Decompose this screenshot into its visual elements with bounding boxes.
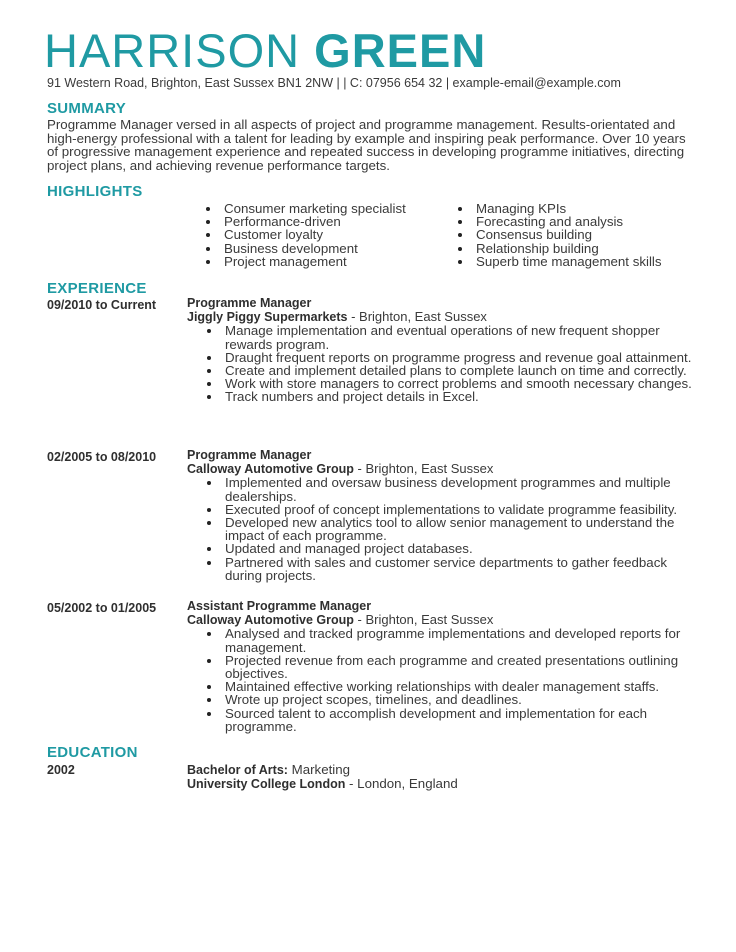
job-company-line bbox=[187, 310, 707, 324]
list-item: Track numbers and project details in Excel. bbox=[204, 390, 707, 403]
list-item: Superb time management skills bbox=[455, 255, 695, 268]
highlights-list-left bbox=[203, 202, 433, 268]
job-company-line bbox=[187, 613, 707, 627]
list-item: Performance-driven bbox=[203, 215, 433, 228]
list-item: Developed new analytics tool to allow senior management to understand the impact of each programme. bbox=[204, 516, 707, 542]
list-item: Customer loyalty bbox=[203, 228, 433, 241]
summary-text: Programme Manager versed in all aspects of project and programme management. Results-orientated and high-energy professional with a talent for leading by example and inspiring peak performance. Over 10 years of progressive management experience and repeated success in developing programme initiatives, directing project plans, and achieving revenue performance targets. bbox=[47, 117, 686, 173]
job-location: - Brighton, East Sussex bbox=[353, 612, 494, 628]
education-heading: EDUCATION bbox=[47, 744, 138, 761]
list-item: Analysed and tracked programme implementations and developed reports for management. bbox=[204, 627, 707, 653]
list-item: Consensus building bbox=[455, 228, 695, 241]
job-company: Calloway Automotive Group bbox=[187, 613, 354, 628]
education-year: 2002 bbox=[47, 763, 75, 777]
job-entry bbox=[187, 449, 707, 582]
job-entry bbox=[187, 297, 707, 404]
list-item: Business development bbox=[203, 242, 433, 255]
job-dates: 05/2002 to 01/2005 bbox=[47, 601, 157, 615]
list-item: Create and implement detailed plans to complete launch on time and correctly. bbox=[204, 364, 707, 377]
degree: Bachelor of Arts: bbox=[187, 763, 288, 777]
job-dates: 02/2005 to 08/2010 bbox=[47, 450, 157, 464]
job-entry bbox=[187, 600, 707, 733]
job-bullets bbox=[204, 324, 707, 403]
list-item: Project management bbox=[203, 255, 433, 268]
list-item: Forecasting and analysis bbox=[455, 215, 695, 228]
list-item: Executed proof of concept implementations to validate programme feasibility. bbox=[204, 503, 707, 516]
list-item: Relationship building bbox=[455, 242, 695, 255]
highlights-list-right bbox=[455, 202, 695, 268]
highlights-heading: HIGHLIGHTS bbox=[47, 183, 143, 200]
degree-field: Marketing bbox=[287, 762, 351, 777]
job-bullets bbox=[204, 476, 707, 582]
candidate-name bbox=[44, 26, 486, 76]
list-item: Draught frequent reports on programme progress and revenue goal attainment. bbox=[204, 351, 707, 364]
list-item: Managing KPIs bbox=[455, 202, 695, 215]
list-item: Updated and managed project databases. bbox=[204, 542, 707, 555]
list-item: Projected revenue from each programme and created presentations outlining objectives. bbox=[204, 654, 707, 680]
list-item: Maintained effective working relationships with dealer management staffs. bbox=[204, 680, 707, 693]
list-item: Work with store managers to correct problems and smooth necessary changes. bbox=[204, 377, 707, 390]
school-location: - London, England bbox=[345, 776, 458, 791]
list-item: Sourced talent to accomplish development and implementation for each programme. bbox=[204, 707, 707, 733]
last-name: GREEN bbox=[314, 24, 487, 77]
job-company: Jiggly Piggy Supermarkets bbox=[187, 310, 348, 325]
job-location: - Brighton, East Sussex bbox=[353, 461, 494, 477]
contact-line: 91 Western Road, Brighton, East Sussex BN1 2NW | | C: 07956 654 32 | example-email@example.com bbox=[47, 76, 621, 90]
job-title: Programme Manager bbox=[187, 296, 312, 310]
job-dates: 09/2010 to Current bbox=[47, 298, 157, 312]
summary-heading: SUMMARY bbox=[47, 100, 127, 117]
list-item: Partnered with sales and customer service departments to gather feedback during projects. bbox=[204, 556, 707, 582]
job-bullets bbox=[204, 627, 707, 733]
list-item: Consumer marketing specialist bbox=[203, 202, 433, 215]
job-title: Programme Manager bbox=[187, 448, 312, 462]
experience-heading: EXPERIENCE bbox=[47, 280, 147, 297]
education-entry bbox=[187, 763, 458, 791]
job-company-line bbox=[187, 462, 707, 476]
list-item: Manage implementation and eventual operations of new frequent shopper rewards program. bbox=[204, 324, 707, 350]
job-location: - Brighton, East Sussex bbox=[347, 309, 487, 325]
degree-line bbox=[187, 763, 458, 777]
job-title: Assistant Programme Manager bbox=[187, 599, 372, 613]
school-line bbox=[187, 777, 458, 791]
job-company: Calloway Automotive Group bbox=[187, 462, 354, 477]
list-item: Wrote up project scopes, timelines, and deadlines. bbox=[204, 693, 707, 706]
list-item: Implemented and oversaw business development programmes and multiple dealerships. bbox=[204, 476, 707, 502]
first-name: HARRISON bbox=[44, 24, 301, 77]
school: University College London bbox=[187, 777, 346, 791]
